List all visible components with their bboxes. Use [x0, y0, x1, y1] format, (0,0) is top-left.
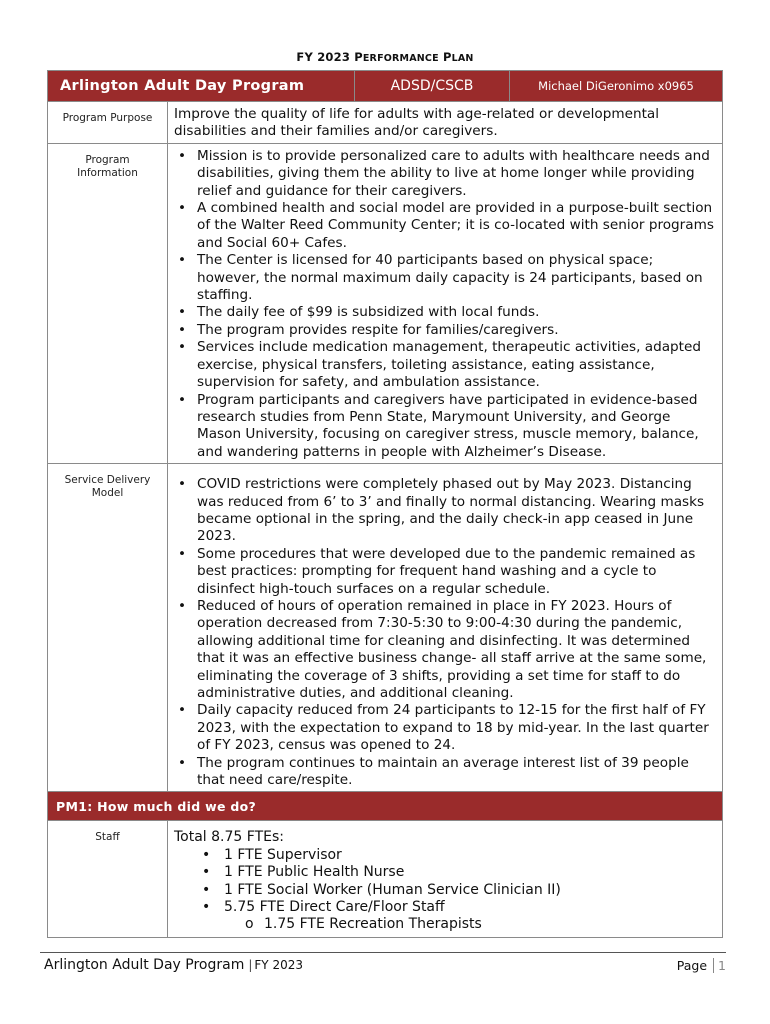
program-purpose-label: Program Purpose [48, 102, 168, 144]
department-code: ADSD/CSCB [355, 71, 510, 102]
staff-details [168, 821, 723, 937]
program-purpose-text: Improve the quality of life for adults with age-related or developmental disabilities and their families and/or caregivers. [168, 102, 723, 144]
program-name: Arlington Adult Day Program [48, 71, 355, 102]
staff-row [48, 821, 723, 937]
staff-total: Total 8.75 FTEs: [174, 829, 284, 846]
list-item: • The Center is licensed for 40 participants based on physical space; however, the normal maximum daily capacity is 24 participants, based on staffing. [174, 252, 716, 304]
page-number: 1 [713, 958, 726, 973]
list-item: • Services include medication management, therapeutic activities, adapted exercise, physical transfers, toileting assistance, eating assistance, supervision for safety, and ambulation assistance. [174, 339, 716, 391]
pm1-heading: PM1: How much did we do? [48, 792, 723, 821]
list-item: • Program participants and caregivers have participated in evidence-based research studies from Penn State, Marymount University, and George Mason University, focusing on caregiver stress, muscle memory, balance, and wandering patterns in people with Alzheimer’s Disease. [174, 392, 716, 462]
staff-label: Staff [48, 821, 168, 937]
footer-page: Page 1 [676, 958, 726, 973]
list-item: • COVID restrictions were completely phased out by May 2023. Distancing was reduced from 6’ to 3’ and finally to normal distancing. Wearing masks became optional in the spring, and the daily check-in app ceased in June 2023. [174, 476, 716, 546]
list-item: • Reduced of hours of operation remained in place in FY 2023. Hours of operation decreased from 7:30-5:30 to 9:00-4:30 during the pandemic, allowing additional time for cleaning and disinfecting. It was determined that it was an effective business change- all staff arrive at the same some, eliminating the coverage of 3 shifts, providing a set time for staff to do administrative duties, and additional cleaning. [174, 598, 716, 702]
list-item: • A combined health and social model are provided in a purpose-built section of the Walter Reed Community Center; it is co-located with senior programs and Social 60+ Cafes. [174, 200, 716, 252]
list-item: • 1 FTE Social Worker (Human Service Clinician II) [174, 882, 716, 899]
footer-divider [40, 952, 726, 953]
document-title: FY 2023 PERFORMANCE PLAN [296, 50, 474, 64]
list-item: • The daily fee of $99 is subsidized with local funds. [174, 304, 716, 321]
contact-person: Michael DiGeronimo x0965 [510, 71, 723, 102]
service-delivery-label: Service Delivery Model [48, 464, 168, 792]
program-information-row [48, 143, 723, 463]
header-row [48, 71, 723, 102]
list-item: • The program continues to maintain an average interest list of 39 people that need care/respite. [174, 755, 716, 790]
list-item: • 5.75 FTE Direct Care/Floor Staff [174, 899, 716, 916]
list-item: • The program provides respite for families/caregivers. [174, 322, 716, 339]
list-item: • Mission is to provide personalized care to adults with healthcare needs and disabilities, giving them the ability to live at home longer while providing relief and guidance for their caregivers. [174, 148, 716, 200]
footer-program: Arlington Adult Day Program | FY 2023 [44, 957, 303, 973]
service-delivery-list [168, 464, 723, 792]
program-information-list [168, 143, 723, 463]
performance-plan-table [47, 70, 723, 938]
program-purpose-row [48, 102, 723, 144]
service-delivery-row [48, 464, 723, 792]
pm1-section-row [48, 792, 723, 821]
list-item: • Some procedures that were developed due to the pandemic remained as best practices: prompting for frequent hand washing and a cycle to disinfect high-touch surfaces on a regular schedule. [174, 546, 716, 598]
program-information-label: Program Information [48, 143, 168, 463]
list-item: • 1 FTE Public Health Nurse [174, 864, 716, 881]
sub-list-item: o 1.75 FTE Recreation Therapists [174, 916, 716, 933]
list-item: • Daily capacity reduced from 24 participants to 12-15 for the first half of FY 2023, with the expectation to expand to 18 by mid-year. In the last quarter of FY 2023, census was opened to 24. [174, 702, 716, 754]
list-item: • 1 FTE Supervisor [174, 847, 716, 864]
